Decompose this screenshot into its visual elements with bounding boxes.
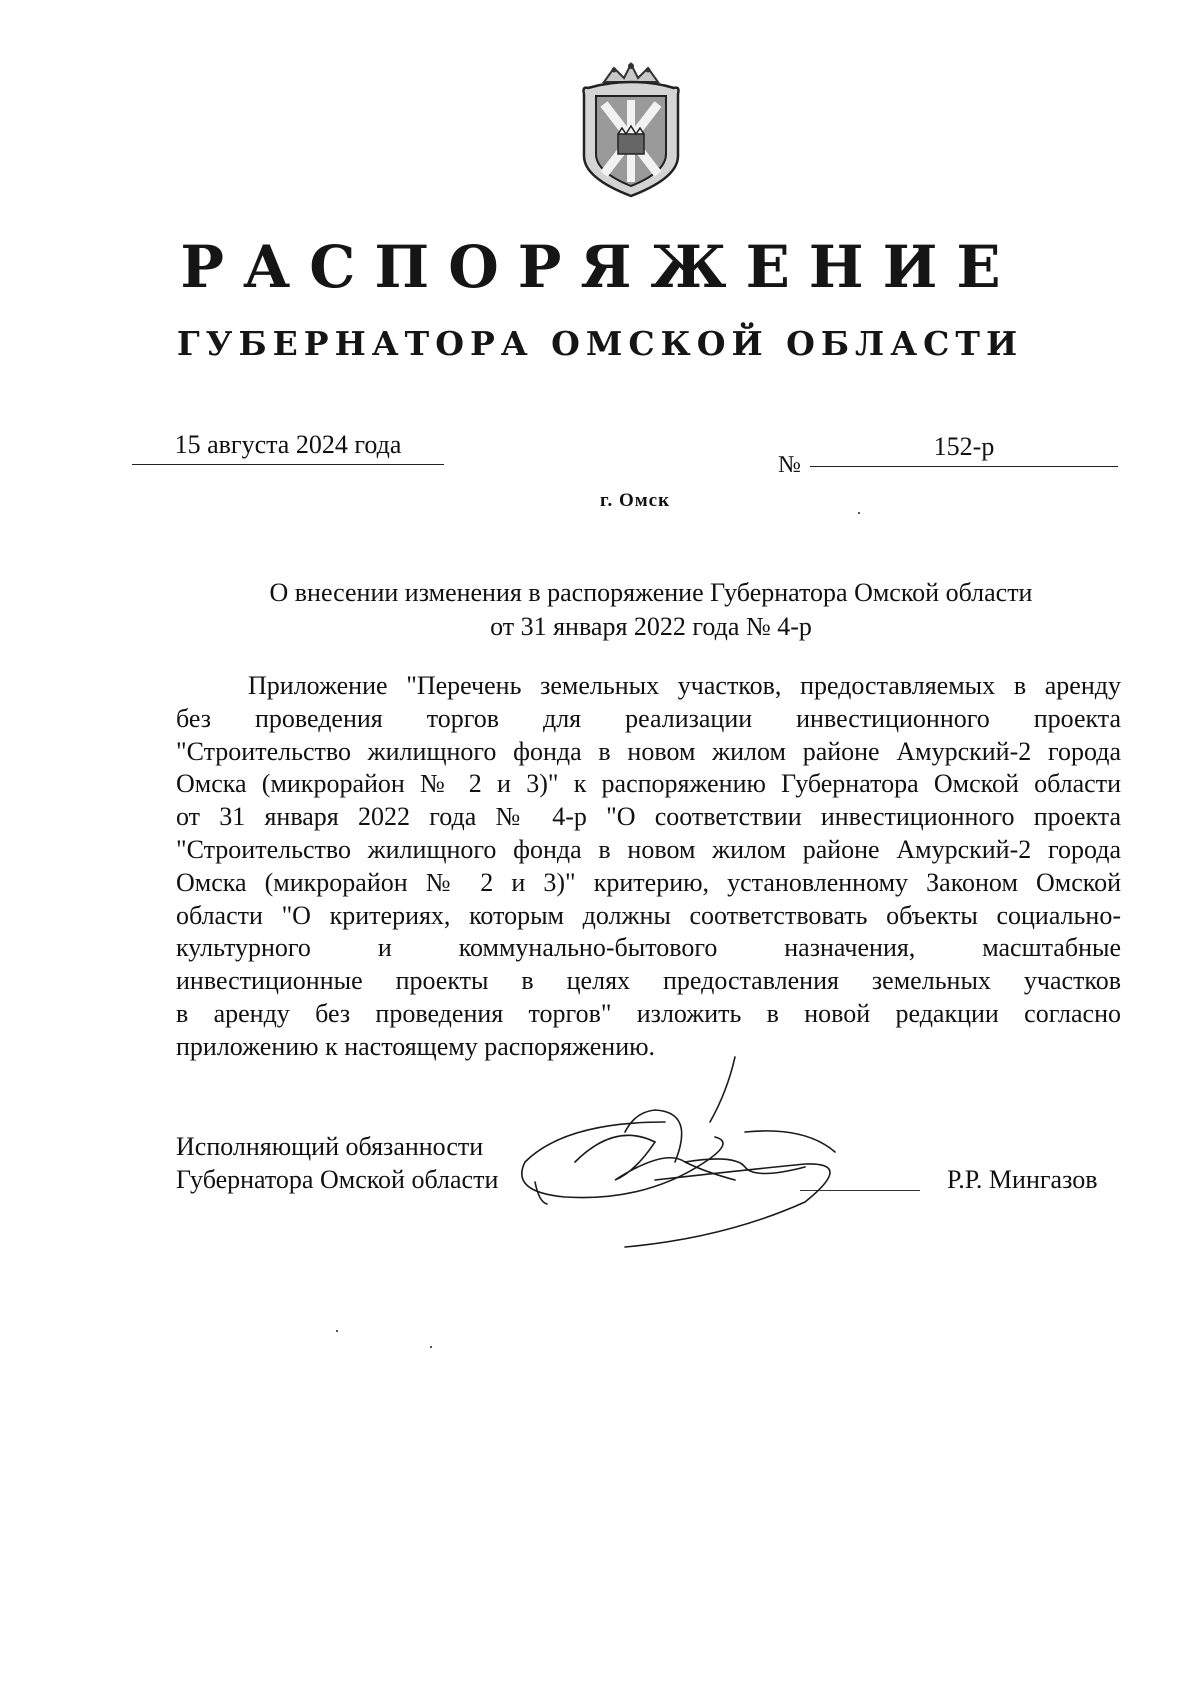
body-line: Омска (микрорайон № 2 и 3)" к распоряжению Губернатора Омской области bbox=[176, 769, 1121, 799]
heading-line: от 31 января 2022 года № 4-р bbox=[490, 612, 812, 641]
scan-speck bbox=[336, 1330, 338, 1332]
signer-name: Р.Р. Мингазов bbox=[947, 1165, 1098, 1194]
scan-speck bbox=[858, 512, 860, 514]
document-title: РАСПОРЯЖЕНИЕ bbox=[180, 233, 1020, 301]
signatory-position bbox=[176, 1130, 498, 1196]
number-sign: № bbox=[778, 452, 801, 478]
position-line: Губернатора Омской области bbox=[176, 1165, 499, 1194]
body-line: "Строительство жилищного фонда в новом жилом районе Амурский-2 города bbox=[176, 736, 1121, 766]
body-line: Омска (микрорайон № 2 и 3)" критерию, установленному Законом Омской bbox=[176, 867, 1121, 897]
body-line: без проведения торгов для реализации инвестиционного проекта bbox=[176, 703, 1121, 733]
document-subtitle: ГУБЕРНАТОРА ОМСКОЙ ОБЛАСТИ bbox=[176, 324, 1024, 363]
body-line: в аренду без проведения торгов" изложить в новой редакции согласно bbox=[176, 998, 1121, 1028]
document-body bbox=[176, 670, 1121, 1064]
scan-speck bbox=[430, 1346, 432, 1348]
document-date: 15 августа 2024 года bbox=[132, 428, 444, 465]
body-line: инвестиционные проекты в целях предоставления земельных участков bbox=[176, 966, 1121, 996]
document-city: г. Омск bbox=[599, 490, 671, 511]
body-line: от 31 января 2022 года № 4-р "О соответствии инвестиционного проекта bbox=[176, 802, 1121, 832]
body-line: культурного и коммунально-бытового назначения, масштабные bbox=[176, 933, 1121, 963]
body-line: области "О критериях, которым должны соответствовать объекты социально- bbox=[176, 900, 1121, 930]
body-line: Приложение "Перечень земельных участков, предоставляемых в аренду bbox=[248, 671, 1121, 700]
body-line: "Строительство жилищного фонда в новом жилом районе Амурский-2 города bbox=[176, 834, 1121, 864]
omsk-region-coat-of-arms-icon bbox=[574, 60, 688, 200]
heading-line: О внесении изменения в распоряжение Губернатора Омской области bbox=[269, 578, 1033, 607]
document-number: 152-р bbox=[810, 430, 1118, 467]
handwritten-signature bbox=[505, 1052, 935, 1252]
body-line: приложению к настоящему распоряжению. bbox=[176, 1031, 656, 1061]
document-heading bbox=[176, 576, 1126, 644]
position-line: Исполняющий обязанности bbox=[176, 1132, 484, 1161]
